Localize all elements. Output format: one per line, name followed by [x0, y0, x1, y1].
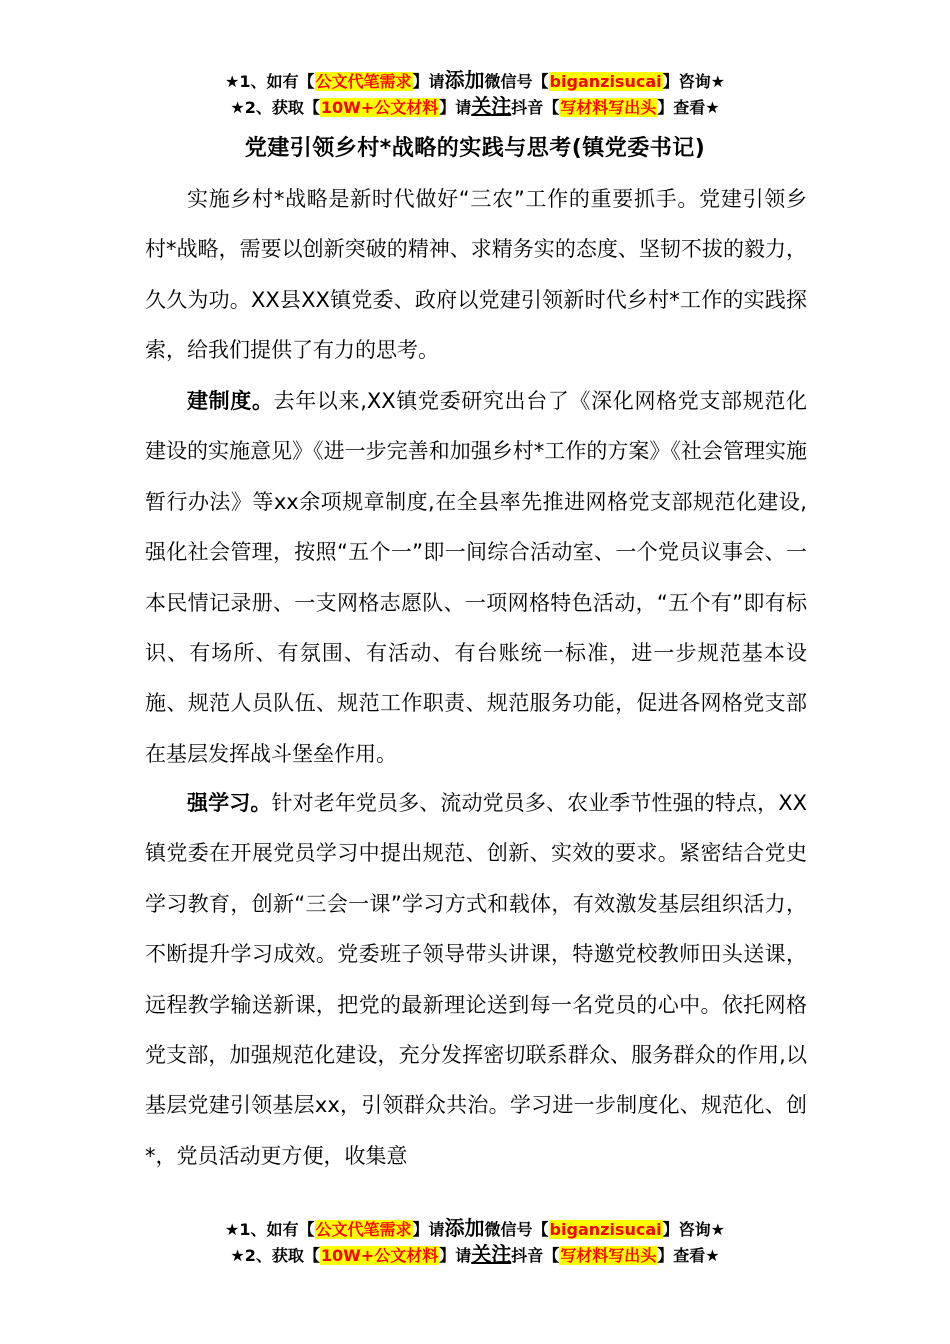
footer-2-douyin-label: 抖音【 [511, 1246, 560, 1265]
header-1-wechat-label: 微信号【 [484, 72, 549, 91]
section-1-text: 去年以来,XX镇党委研究出台了《深化网格党支部规范化建设的实施意见》《进一步完善和加强乡村*工作的方案》《社会管理实施暂行办法》等xx余项规章制度,在全县率先推进网格党支部规范化建设,强化社会管理，按照“五个一”即一间综合活动室、一个党员议事会、一本民情记录册、一支网格志愿队、一项网格特色活动，“五个有”即有标识、有场所、有氛围、有活动、有台账统一标准，进一步规范基本设施、规范人员队伍、规范工作职责、规范服务功能，促进各网格党支部在基层发挥战斗堡垒作用。 [145, 389, 808, 766]
header-2-douyin-label: 抖音【 [511, 98, 560, 117]
header-1-add: 添加 [444, 68, 485, 92]
footer-1-suffix: 】咨询★ [662, 1220, 725, 1239]
section-2-paragraph [145, 778, 807, 1181]
footer-2-please: 】请 [439, 1246, 472, 1265]
header-2-please: 】请 [439, 98, 472, 117]
section-2-heading: 强学习。 [187, 791, 272, 815]
header-2-douyin-id: 写材料写出头 [560, 98, 657, 117]
header-1-wechat-id: biganzisucai [549, 72, 662, 91]
footer-1-add: 添加 [444, 1216, 485, 1240]
header-1-prefix: ★1、如有【 [225, 72, 315, 91]
footer-2-suffix: 】查看★ [657, 1246, 720, 1265]
intro-paragraph [145, 174, 807, 376]
header-2-prefix: ★2、获取【 [230, 98, 320, 117]
header-2-suffix: 】查看★ [657, 98, 720, 117]
footer-banner [0, 1216, 950, 1268]
header-banner [0, 68, 950, 120]
footer-2-prefix: ★2、获取【 [230, 1246, 320, 1265]
footer-1-prefix: ★1、如有【 [225, 1220, 315, 1239]
footer-1-service-highlight: 公文代笔需求 [315, 1220, 412, 1239]
footer-line-1 [0, 1216, 950, 1242]
section-1-heading: 建制度。 [187, 389, 274, 413]
section-2-text: 针对老年党员多、流动党员多、农业季节性强的特点，XX镇党委在开展党员学习中提出规范、创新、实效的要求。紧密结合党史学习教育，创新“三会一课”学习方式和载体，有效激发基层组织活力，不断提升学习成效。党委班子领导带头讲课，特邀党校教师田头送课，远程教学输送新课，把党的最新理论送到每一名党员的心中。依托网格党支部，加强规范化建设，充分发挥密切联系群众、服务群众的作用,以基层党建引领基层xx，引领群众共治。学习进一步制度化、规范化、创*，党员活动更方便，收集意 [145, 791, 807, 1168]
footer-2-douyin-id: 写材料写出头 [560, 1246, 657, 1265]
header-2-materials-highlight: 10W+公文材料 [320, 98, 439, 117]
footer-2-follow: 关注 [471, 1242, 512, 1266]
intro-text: 实施乡村*战略是新时代做好“三农”工作的重要抓手。党建引领乡村*战略，需要以创新突破的精神、求精务实的态度、坚韧不拔的毅力，久久为功。XX县XX镇党委、政府以党建引领新时代乡村*工作的实践探索，给我们提供了有力的思考。 [145, 187, 807, 363]
footer-1-wechat-id: biganzisucai [549, 1220, 662, 1239]
document-title: 党建引领乡村*战略的实践与思考(镇党委书记) [244, 136, 706, 161]
footer-line-2 [0, 1242, 950, 1268]
header-1-suffix: 】咨询★ [662, 72, 725, 91]
section-1-paragraph [145, 376, 807, 779]
header-2-follow: 关注 [471, 94, 512, 118]
header-line-1 [0, 68, 950, 94]
header-1-service-highlight: 公文代笔需求 [315, 72, 412, 91]
footer-1-wechat-label: 微信号【 [484, 1220, 549, 1239]
footer-2-materials-highlight: 10W+公文材料 [320, 1246, 439, 1265]
footer-1-please: 】请 [412, 1220, 445, 1239]
header-line-2 [0, 94, 950, 120]
header-1-please: 】请 [412, 72, 445, 91]
